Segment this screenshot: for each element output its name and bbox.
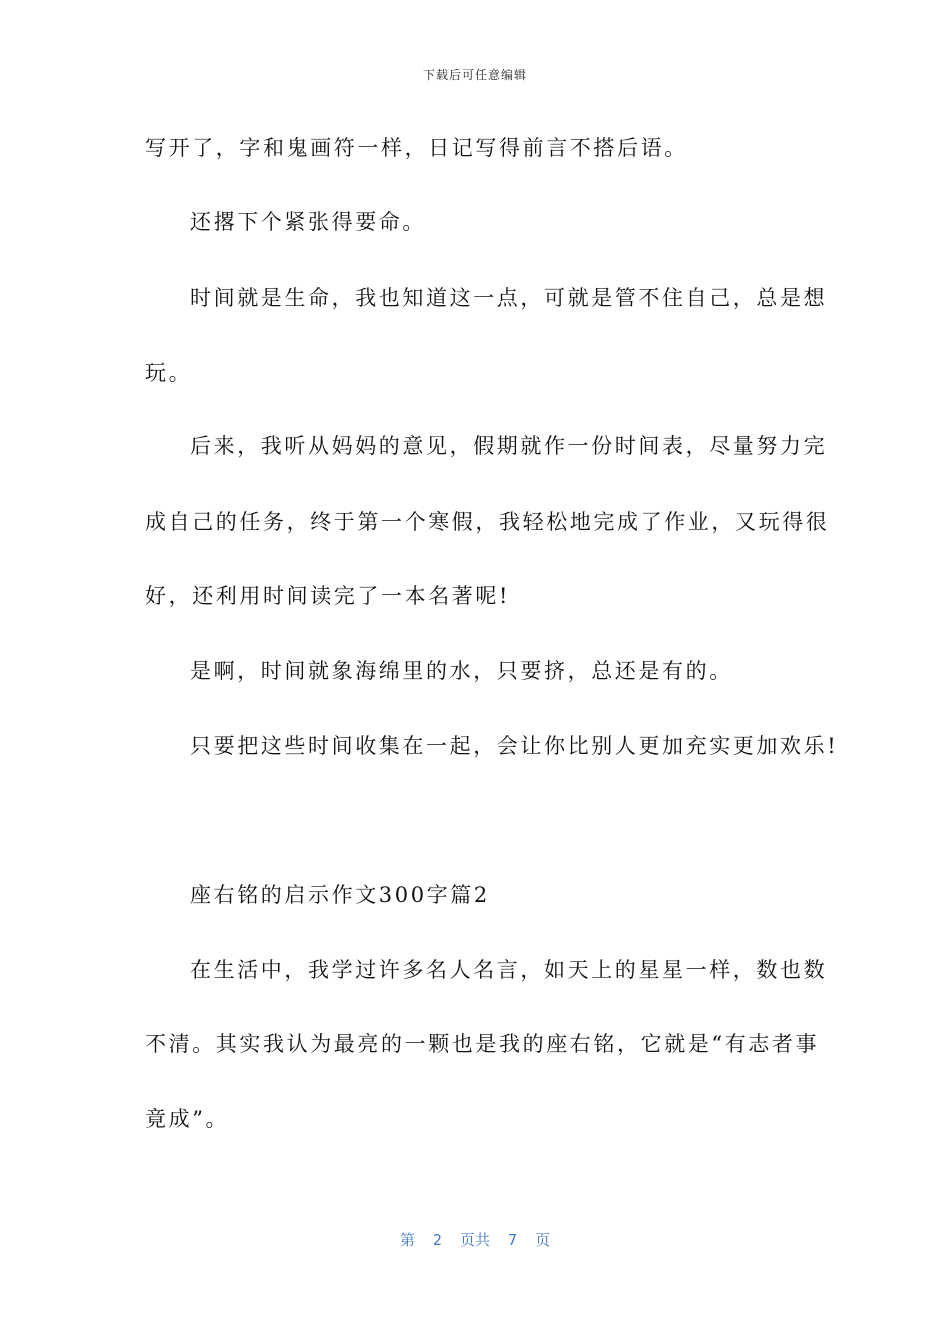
paragraph-line: 不清。其实我认为最亮的一颗也是我的座右铭，它就是“有志者事 <box>145 1032 820 1056</box>
paragraph-line: 竟成”。 <box>145 1107 230 1131</box>
paragraph-line: 成自己的任务，终于第一个寒假，我轻松地完成了作业，又玩得很 <box>145 510 830 534</box>
paragraph-line: 写开了，字和鬼画符一样，日记写得前言不搭后语。 <box>145 136 688 160</box>
paragraph-line: 玩。 <box>145 361 193 385</box>
section-heading: 座右铭的启示作文300字篇2 <box>190 883 490 907</box>
page-number-footer: 第 2 页共 7 页 <box>399 1231 551 1249</box>
paragraph-line: 好，还利用时间读完了一本名著呢! <box>145 584 511 608</box>
header-note: 下载后可任意编辑 <box>422 68 527 82</box>
paragraph-line: 只要把这些时间收集在一起，会让你比别人更加充实更加欢乐! <box>190 734 839 758</box>
paragraph-line: 后来，我听从妈妈的意见，假期就作一份时间表，尽量努力完 <box>190 434 828 458</box>
paragraph-line: 在生活中，我学过许多名人名言，如天上的星星一样，数也数 <box>190 958 828 982</box>
paragraph-line: 是啊，时间就象海绵里的水，只要挤，总还是有的。 <box>190 659 733 683</box>
paragraph-line: 还撂下个紧张得要命。 <box>190 210 426 234</box>
paragraph-line: 时间就是生命，我也知道这一点，可就是管不住自己，总是想 <box>190 286 828 310</box>
